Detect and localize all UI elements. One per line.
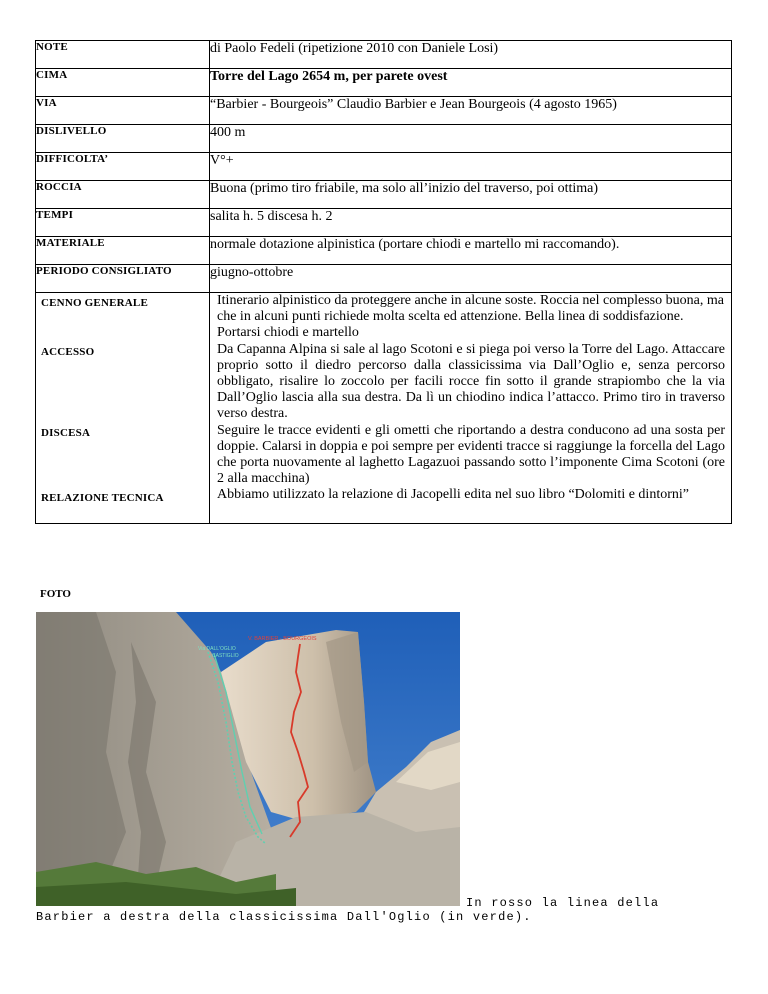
- info-row: [36, 153, 732, 181]
- row-value: Torre del Lago 2654 m, per parete ovest: [210, 69, 732, 97]
- foto-label: FOTO: [40, 588, 71, 600]
- green-route-label-1: Via DALL'OGLIO: [198, 646, 236, 652]
- green-route-label-2: CASTIGLIO: [212, 653, 239, 659]
- row-value: giugno-ottobre: [210, 265, 732, 293]
- photo-caption-line2: Barbier a destra della classicissima Dall'Oglio (in verde).: [36, 910, 532, 924]
- row-label: DIFFICOLTA’: [36, 153, 210, 181]
- info-row: [36, 41, 732, 69]
- info-row: [36, 69, 732, 97]
- row-value: di Paolo Fedeli (ripetizione 2010 con Daniele Losi): [210, 41, 732, 69]
- info-row: [36, 125, 732, 153]
- row-label: NOTE: [36, 41, 210, 69]
- info-row: [36, 97, 732, 125]
- row-value: “Barbier - Bourgeois” Claudio Barbier e Jean Bourgeois (4 agosto 1965): [210, 97, 732, 125]
- cenno-label: CENNO GENERALE: [41, 297, 149, 309]
- accesso-text: Da Capanna Alpina si sale al lago Scotoni e si piega poi verso la Torre del Lago. Attaccare proprio sotto il diedro percorso dalla classicissima via Dall’Oglio e, senza percorso obbligato, risalire lo zoccolo per facili rocce fin sotto il grande strapiombo che la via Dall’Oglio lascia alla sua destra. Da lì un chiodino indica l’attacco. Primo tiro in traverso verso destra.: [217, 341, 725, 422]
- row-label: PERIODO CONSIGLIATO: [36, 265, 210, 293]
- info-row: [36, 265, 732, 293]
- info-row: [36, 237, 732, 265]
- discesa-label: DISCESA: [41, 427, 91, 439]
- row-label: CIMA: [36, 69, 210, 97]
- row-label: MATERIALE: [36, 237, 210, 265]
- row-label: ROCCIA: [36, 181, 210, 209]
- cenno-text: Itinerario alpinistico da proteggere anche in alcune soste. Roccia nel complesso buona, ma che in alcuni punti richiede molta scelta ed attenzione. Bella linea di soddisfazione. Portarsi chiodi e martello: [217, 293, 724, 341]
- relazione-text: Abbiamo utilizzato la relazione di Jacopelli edita nel suo libro “Dolomiti e dintorni”: [217, 487, 689, 503]
- row-label: DISLIVELLO: [36, 125, 210, 153]
- row-label: TEMPI: [36, 209, 210, 237]
- row-value: Buona (primo tiro friabile, ma solo all’inizio del traverso, poi ottima): [210, 181, 732, 209]
- row-value: V°+: [210, 153, 732, 181]
- red-route-label: V. BARBIER - BOURGEOIS: [248, 636, 317, 642]
- row-value: salita h. 5 discesa h. 2: [210, 209, 732, 237]
- accesso-label: ACCESSO: [41, 346, 95, 358]
- row-value: 400 m: [210, 125, 732, 153]
- discesa-text: Seguire le tracce evidenti e gli ometti che riportando a destra conducono ad una sosta per doppie. Calarsi in doppia e poi sempre per evidenti tracce si raggiunge la forcella del Lago che porta nuovamente al laghetto Lagazuoi passando sotto l’imponente Cima Scotoni (ore 2 alla macchina): [217, 422, 725, 487]
- row-label: VIA: [36, 97, 210, 125]
- details-row: [36, 293, 732, 524]
- info-row: [36, 181, 732, 209]
- route-photo: [36, 612, 460, 906]
- row-value: normale dotazione alpinistica (portare chiodi e martello mi raccomando).: [210, 237, 732, 265]
- route-photo-image: [36, 612, 460, 906]
- route-info-table: [35, 40, 732, 524]
- relazione-label: RELAZIONE TECNICA: [41, 492, 164, 504]
- info-row: [36, 209, 732, 237]
- photo-caption-line1: In rosso la linea della: [466, 896, 660, 910]
- route-sheet: [35, 40, 732, 524]
